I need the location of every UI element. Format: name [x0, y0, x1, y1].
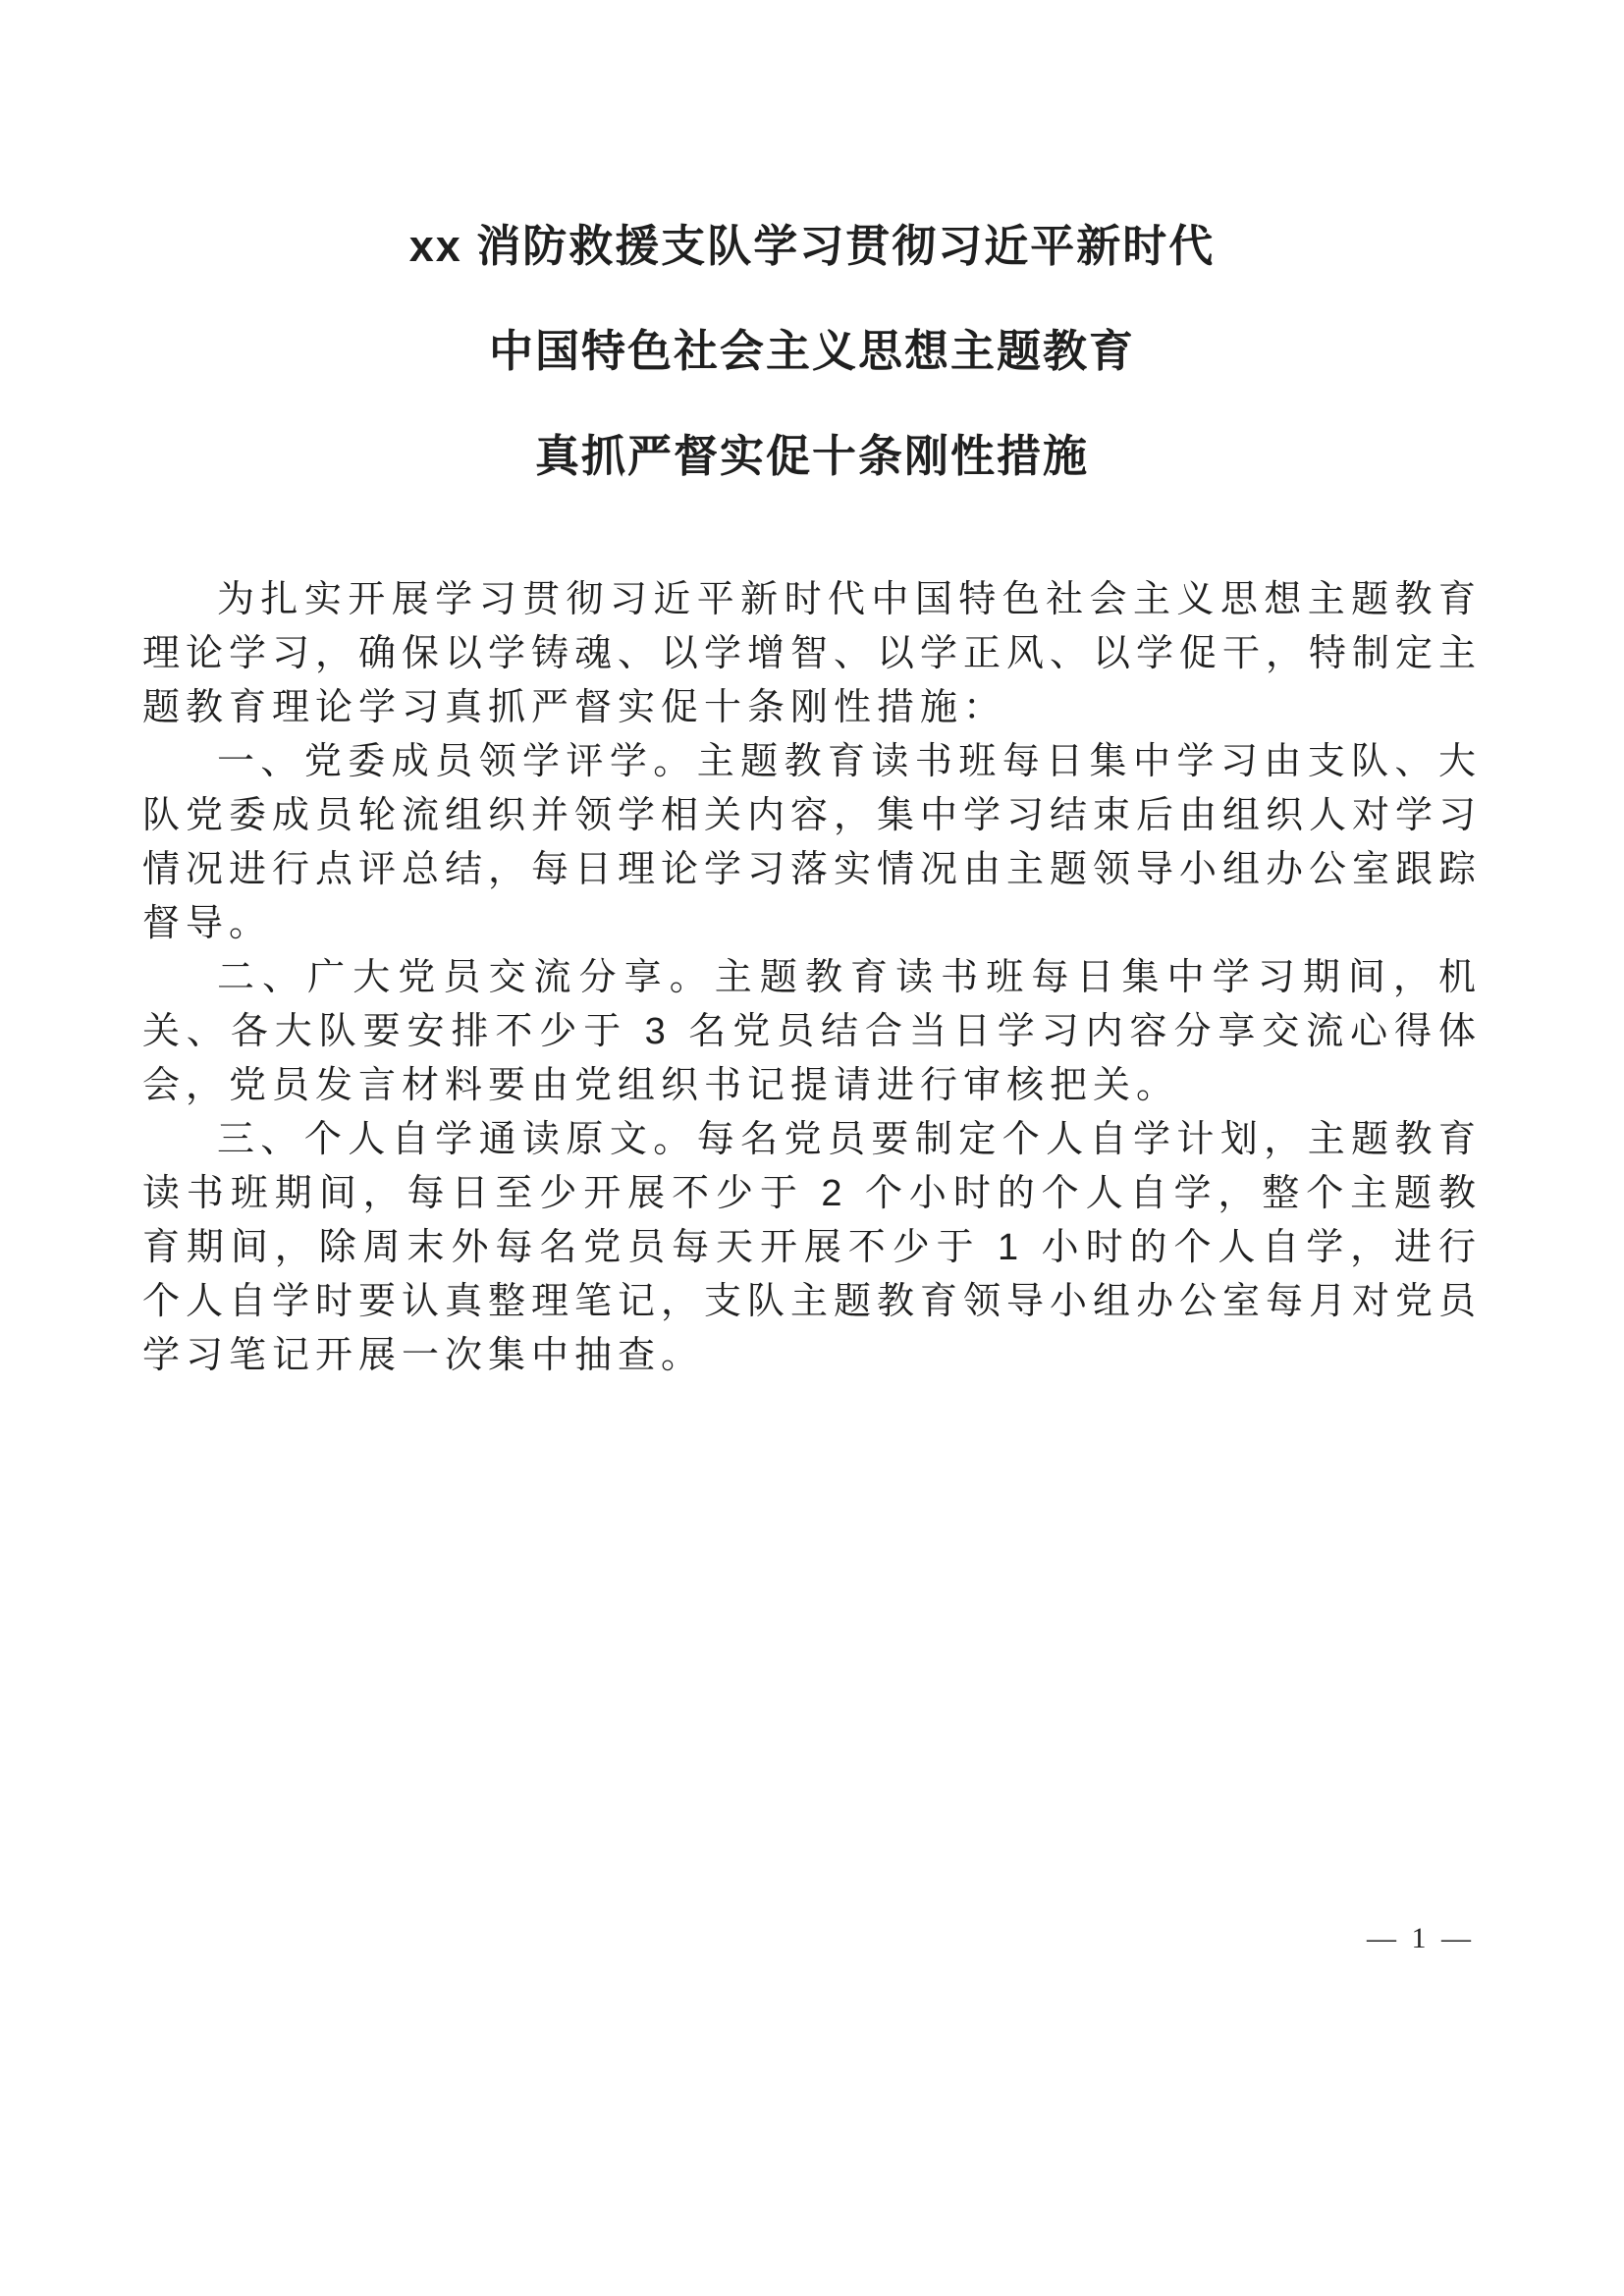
- measure-1-paragraph: 一、党委成员领学评学。主题教育读书班每日集中学习由支队、大队党委成员轮流组织并领学相关内容，集中学习结束后由组织人对学习情况进行点评总结，每日理论学习落实情况由主题领导小组办公室跟踪督导。: [142, 741, 1483, 944]
- document-title: [142, 221, 1482, 481]
- measure-3-paragraph: 三、个人自学通读原文。每名党员要制定个人自学计划，主题教育读书班期间，每日至少开展不少于 2 个小时的个人自学，整个主题教育期间，除周末外每名党员每天开展不少于 1 小时的个人自学，进行个人自学时要认真整理笔记，支队主题教育领导小组办公室每月对党员学习笔记开展一次集中抽查。: [142, 1119, 1483, 1376]
- title-line-2: 中国特色社会主义思想主题教育: [488, 326, 1135, 376]
- title-line-3: 真抓严督实促十条刚性措施: [534, 431, 1089, 481]
- intro-paragraph: 为扎实开展学习贯彻习近平新时代中国特色社会主义思想主题教育理论学习，确保以学铸魂、以学增智、以学正风、以学促干，特制定主题教育理论学习真抓严督实促十条刚性措施：: [142, 579, 1483, 728]
- title-line-1: xx 消防救援支队学习贯彻习近平新时代: [408, 221, 1216, 271]
- page-number: — 1 —: [1367, 1922, 1475, 1954]
- page-footer: [1367, 1922, 1475, 1955]
- measure-2-paragraph: 二、广大党员交流分享。主题教育读书班每日集中学习期间，机关、各大队要安排不少于 3 名党员结合当日学习内容分享交流心得体会，党员发言材料要由党组织书记提请进行审核把关。: [142, 957, 1482, 1106]
- document-body: [142, 573, 1482, 1383]
